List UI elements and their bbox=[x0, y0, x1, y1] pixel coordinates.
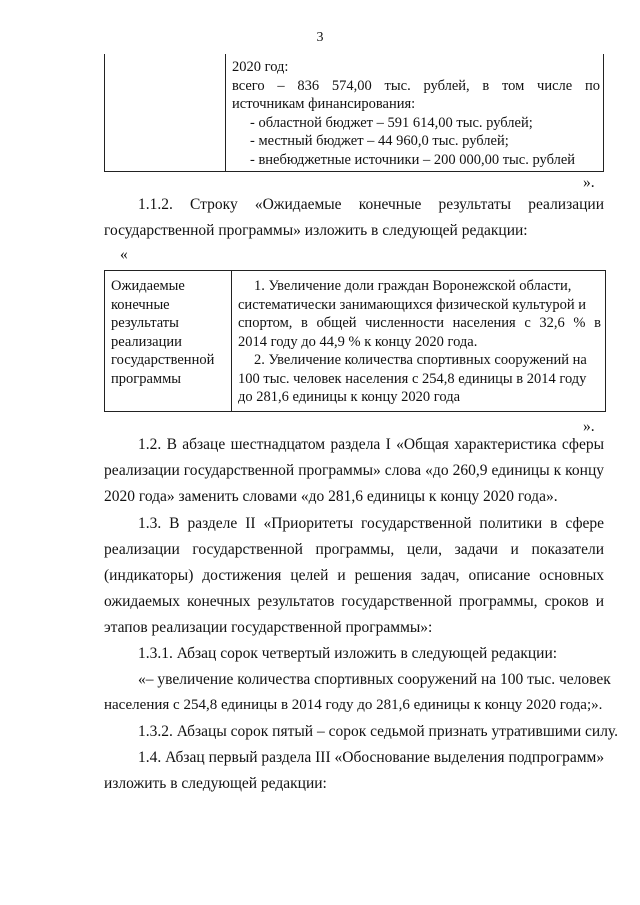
results-label-line: государственной bbox=[111, 352, 215, 368]
section-112-line2: государственной программы» изложить в следующей редакции: bbox=[104, 222, 528, 239]
section-13-line4: ожидаемых конечных результатов государственной программы, сроков и bbox=[104, 593, 604, 610]
results-line: до 281,6 единицы к концу 2020 года bbox=[238, 389, 461, 405]
funding-local: - местный бюджет – 44 960,0 тыс. рублей; bbox=[250, 133, 509, 149]
section-12-line3: 2020 года» заменить словами «до 281,6 единицы к концу 2020 года». bbox=[104, 488, 558, 505]
results-table bbox=[104, 270, 606, 412]
funding-table bbox=[104, 54, 604, 172]
section-132-line1: 1.3.2. Абзацы сорок пятый – сорок седьмой признать утратившими силу. bbox=[138, 723, 619, 740]
section-13-line2: реализации государственной программы, цели, задачи и показатели bbox=[104, 541, 604, 558]
section-13-line3: (индикаторы) достижения целей и решения задач, описание основных bbox=[104, 567, 604, 584]
funding-sources-label: источникам финансирования: bbox=[232, 96, 416, 112]
results-line: систематически занимающихся физической культурой и bbox=[238, 296, 587, 313]
funding-year: 2020 год: bbox=[232, 59, 289, 75]
section-14-line1: 1.4. Абзац первый раздела III «Обоснование выделения подпрограмм» bbox=[138, 749, 605, 766]
results-line: спортом, в общей численности населения с 32,6 % в bbox=[238, 315, 601, 331]
results-label-line: реализации bbox=[111, 333, 182, 350]
section-112-line1: 1.1.2. Строку «Ожидаемые конечные результаты реализации bbox=[138, 196, 604, 213]
section-131-line1: 1.3.1. Абзац сорок четвертый изложить в следующей редакции: bbox=[138, 645, 558, 662]
results-label-line: Ожидаемые bbox=[111, 278, 185, 294]
section-14-line2: изложить в следующей редакции: bbox=[104, 775, 327, 792]
results-line: 100 тыс. человек населения с 254,8 единицы в 2014 году bbox=[238, 370, 587, 387]
results-label-line: программы bbox=[111, 370, 181, 387]
section-13-line1: 1.3. В разделе II «Приоритеты государственной политики в сфере bbox=[138, 515, 604, 532]
section-13-line5: этапов реализации государственной программы»: bbox=[104, 619, 433, 636]
open-quote-2: « bbox=[120, 246, 128, 263]
funding-regional: - областной бюджет – 591 614,00 тыс. рублей; bbox=[250, 114, 533, 131]
section-131-line2: «– увеличение количества спортивных сооружений на 100 тыс. человек bbox=[138, 671, 611, 688]
funding-total: всего – 836 574,00 тыс. рублей, в том числе по bbox=[232, 77, 600, 94]
results-label-line: конечные bbox=[111, 296, 170, 313]
funding-table-right-cell bbox=[232, 58, 600, 169]
close-quote-2: ». bbox=[583, 418, 595, 435]
results-line: 2014 году до 44,9 % к концу 2020 года. bbox=[238, 333, 478, 350]
funding-table-left-cell bbox=[105, 54, 226, 171]
page-number: 3 bbox=[316, 30, 324, 45]
section-12-line1: 1.2. В абзаце шестнадцатом раздела I «Общая характеристика сферы bbox=[138, 436, 604, 453]
results-line: 2. Увеличение количества спортивных сооружений на bbox=[254, 352, 587, 368]
results-label-line: результаты bbox=[111, 315, 179, 331]
results-line: 1. Увеличение доли граждан Воронежской области, bbox=[254, 278, 572, 294]
results-table-content-cell bbox=[238, 277, 601, 407]
funding-extra: - внебюджетные источники – 200 000,00 тыс. рублей bbox=[250, 151, 576, 168]
close-quote-1: ». bbox=[583, 174, 595, 191]
section-12-line2: реализации государственной программы» слова «до 260,9 единицы к концу bbox=[104, 462, 604, 479]
section-131-line3: населения с 254,8 единицы в 2014 году до 281,6 единицы к концу 2020 года;». bbox=[104, 697, 603, 713]
results-table-label-cell bbox=[105, 271, 232, 411]
